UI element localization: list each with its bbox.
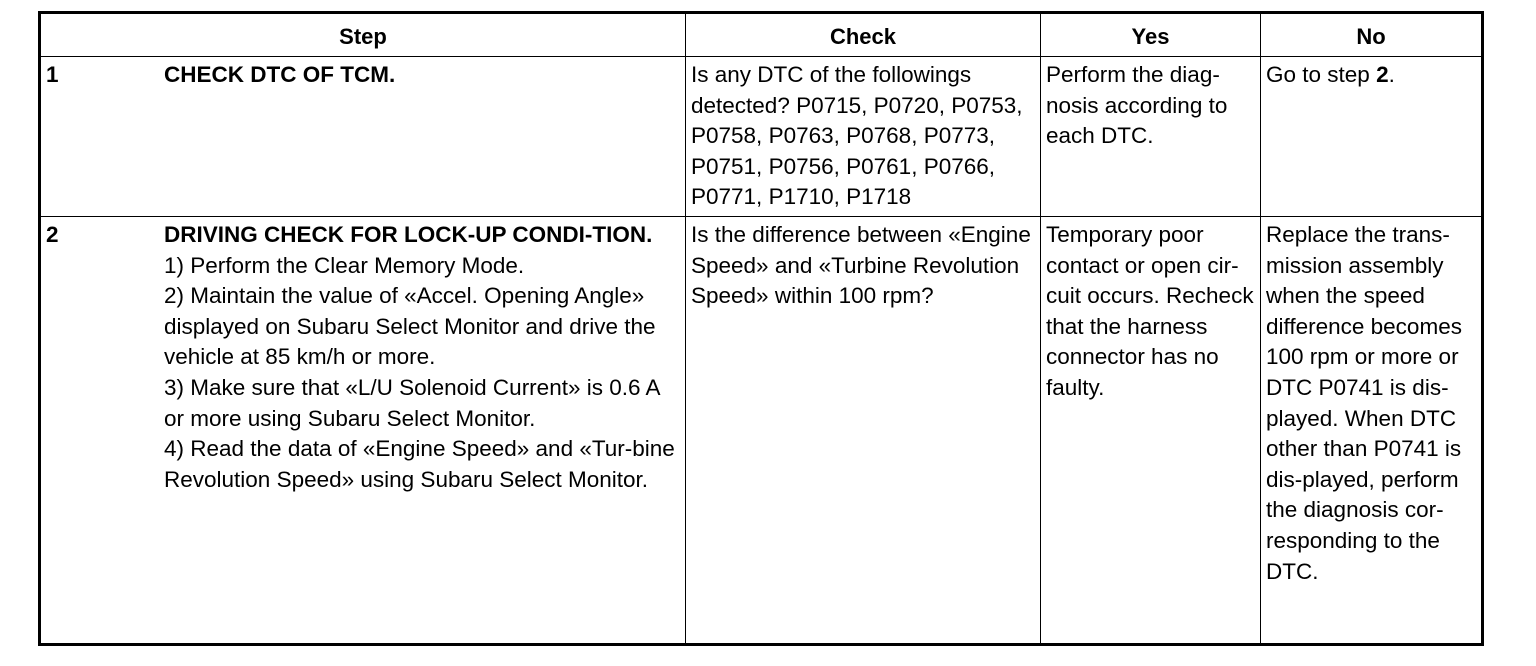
header-yes: Yes — [1041, 13, 1261, 57]
no-cell — [1261, 57, 1483, 217]
header-step: Step — [40, 13, 686, 57]
table-row — [40, 57, 1483, 217]
no-cell: Replace the trans-mission assembly when the speed difference becomes 100 rpm or more or DTC P0741 is dis-played. When DTC other than P0741 is dis-played, perform the diagnosis cor-responding to the DTC. — [1261, 216, 1483, 644]
step-number: 2 — [46, 221, 59, 247]
no-text-suffix: . — [1388, 62, 1395, 87]
step-title: DRIVING CHECK FOR LOCK-UP CONDI-TION. — [164, 221, 653, 247]
step-instruction: 1) Perform the Clear Memory Mode. — [164, 252, 525, 278]
go-to-step-number: 2 — [1376, 62, 1389, 87]
step-body — [164, 220, 681, 495]
header-no: No — [1261, 13, 1483, 57]
check-cell: Is the difference between «Engine Speed» and «Turbine Revolution Speed» within 100 rpm? — [686, 216, 1041, 644]
check-cell: Is any DTC of the followings detected? P0715, P0720, P0753, P0758, P0763, P0768, P0773, P0751, P0756, P0761, P0766, P0771, P1710, P1718 — [686, 57, 1041, 217]
step-number: 1 — [46, 62, 59, 87]
step-instruction: 4) Read the data of «Engine Speed» and «Tur-bine Revolution Speed» using Subaru Select Monitor. — [164, 436, 675, 492]
diagnosis-table — [38, 11, 1484, 646]
header-check: Check — [686, 13, 1041, 57]
table-row — [40, 216, 1483, 644]
yes-cell: Perform the diag-nosis according to each DTC. — [1041, 57, 1261, 217]
yes-cell: Temporary poor contact or open cir-cuit occurs. Recheck that the harness connector has no faulty. — [1041, 216, 1261, 644]
no-text-prefix: Go to step — [1266, 62, 1377, 87]
step-instruction: 3) Make sure that «L/U Solenoid Current» is 0.6 A or more using Subaru Select Monitor. — [164, 374, 660, 431]
step-title: CHECK DTC OF TCM. — [164, 62, 396, 87]
step-instruction: 2) Maintain the value of «Accel. Opening Angle» displayed on Subaru Select Monitor and drive the vehicle at 85 km/h or more. — [164, 283, 656, 370]
step-cell — [40, 216, 686, 644]
step-cell — [40, 57, 686, 217]
step-body — [164, 60, 681, 91]
header-row — [40, 13, 1483, 57]
